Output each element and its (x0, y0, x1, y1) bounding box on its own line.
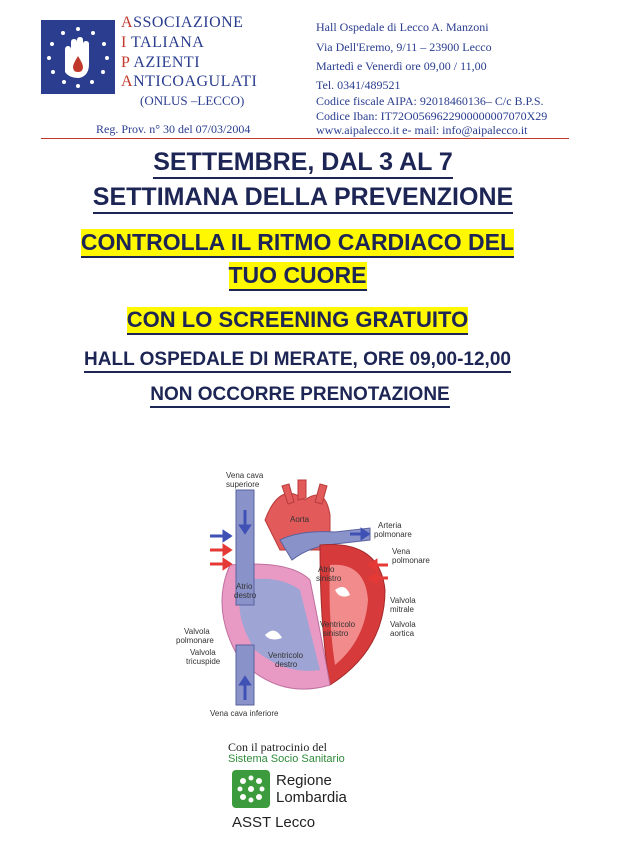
label-pulm-artery-1: Arteria (378, 521, 402, 530)
heading-screening: CON LO SCREENING GRATUITO (0, 307, 595, 333)
region-name-1: Regione (276, 772, 332, 789)
label-ivc: Vena cava inferiore (210, 709, 279, 718)
contact-hours: Martedì e Venerdì ore 09,00 / 11,00 (316, 59, 487, 73)
label-left-ventricle-1: Ventricolo (320, 620, 356, 629)
label-left-atrium-2: sinistro (316, 574, 342, 583)
registration-number: Reg. Prov. n° 30 del 07/03/2004 (96, 122, 251, 136)
contact-address-2: Via Dell'Eremo, 9/11 – 23900 Lecco (316, 40, 492, 54)
label-pulm-artery-2: polmonare (374, 530, 412, 539)
label-svc-2: superiore (226, 480, 260, 489)
aipa-logo (41, 20, 115, 94)
contact-address-1: Hall Ospedale di Lecco A. Manzoni (316, 20, 489, 34)
onlus-label: (ONLUS –LECCO) (140, 93, 245, 108)
system-name: Sistema Socio Sanitario (228, 753, 345, 765)
asst-name: ASST Lecco (232, 814, 316, 831)
label-pulm-valve-1: Valvola (184, 627, 210, 636)
heading-control-1: CONTROLLA IL RITMO CARDIACO DEL (0, 229, 595, 256)
org-name-line-3: P AZIENTI (121, 54, 201, 71)
label-tricuspid-1: Valvola (190, 648, 216, 657)
org-name-line-1: ASSOCIAZIONE (121, 14, 244, 31)
heart-diagram (170, 470, 440, 720)
label-right-ventricle-1: Ventricolo (268, 651, 304, 660)
lombardia-rose-logo (232, 770, 270, 808)
label-left-atrium-1: Atrio (318, 565, 335, 574)
heading-week: SETTIMANA DELLA PREVENZIONE (0, 183, 606, 212)
rose-camuna-icon (232, 770, 270, 808)
org-name-line-4: ANTICOAGULATI (121, 73, 258, 90)
heading-control-2: TUO CUORE (0, 262, 595, 289)
heading-dates: SETTEMBRE, DAL 3 AL 7 (0, 148, 606, 177)
contact-iban: Codice Iban: IT72O0569622900000007070X29 (316, 109, 548, 123)
label-pulm-vein-1: Vena (392, 547, 411, 556)
label-pulm-valve-2: polmonare (176, 636, 214, 645)
label-left-ventricle-2: sinistro (323, 629, 349, 638)
label-pulm-vein-2: polmonare (392, 556, 430, 565)
hand-drop-icon (41, 20, 115, 94)
label-mitral-2: mitrale (390, 605, 415, 614)
contact-fiscal-code: Codice fiscale AIPA: 92018460136– C/c B.P.S. (316, 94, 544, 108)
heading-location: HALL OSPEDALE DI MERATE, ORE 09,00-12,00 (0, 349, 595, 371)
label-right-ventricle-2: destro (275, 660, 298, 669)
label-aortic-2: aortica (390, 629, 415, 638)
header-divider (41, 138, 569, 139)
patronage-text: Con il patrocinio del (228, 740, 327, 754)
contact-phone: Tel. 0341/489521 (316, 78, 401, 92)
org-name-line-2: I TALIANA (121, 34, 205, 51)
region-name-2: Lombardia (276, 789, 347, 806)
label-right-atrium-2: destro (234, 591, 257, 600)
contact-web-email: www.aipalecco.it e- mail: info@aipalecco.it (316, 123, 528, 137)
heading-no-booking: NON OCCORRE PRENOTAZIONE (0, 384, 600, 406)
label-right-atrium-1: Atrio (236, 582, 253, 591)
label-mitral-1: Valvola (390, 596, 416, 605)
label-tricuspid-2: tricuspide (186, 657, 221, 666)
label-aorta: Aorta (290, 515, 310, 524)
label-svc-1: Vena cava (226, 471, 264, 480)
label-aortic-1: Valvola (390, 620, 416, 629)
